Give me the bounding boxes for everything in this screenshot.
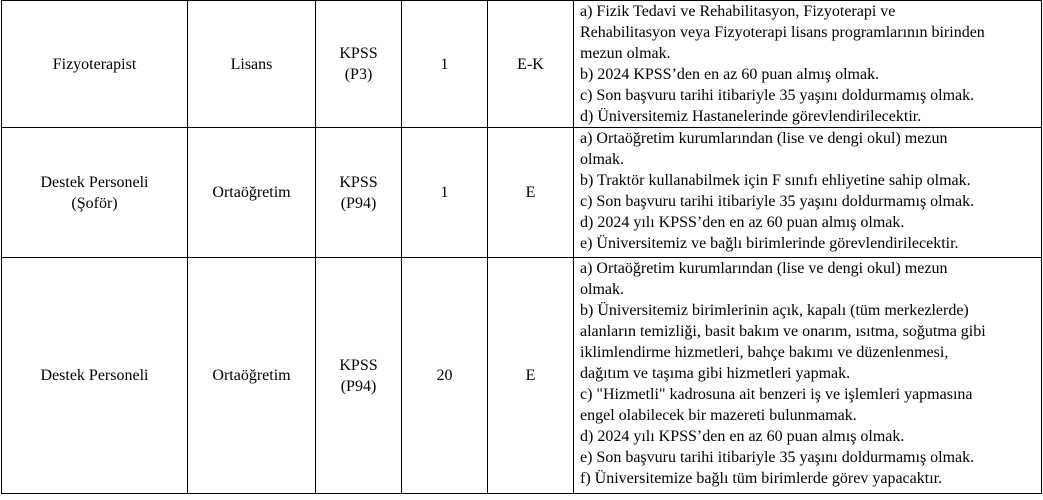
education-text: Ortaöğretim	[212, 184, 291, 201]
requirement-line: b) 2024 KPSS’den en az 60 puan almış olmak.	[580, 66, 880, 83]
gender-text: E-K	[517, 55, 544, 73]
count-cell	[402, 128, 488, 258]
education-text: Ortaöğretim	[212, 367, 291, 384]
requirement-line: b) Traktör kullanabilmek için F sınıfı ehliyetine sahip olmak.	[580, 172, 971, 189]
exam-cell	[316, 258, 402, 494]
requirement-line: e) Üniversitemiz ve bağlı birimlerinde görevlendirilecektir.	[580, 235, 959, 252]
exam-cell	[316, 128, 402, 258]
requirement-line: Rehabilitasyon veya Fizyoterapi lisans programlarının birinden	[580, 24, 985, 41]
education-text: Lisans	[230, 55, 273, 73]
requirements-cell	[574, 258, 1042, 494]
gender-cell	[488, 128, 574, 258]
requirement-line: d) 2024 yılı KPSS’den en az 60 puan almış olmak.	[580, 428, 905, 445]
count-cell	[402, 258, 488, 494]
requirements-cell	[574, 128, 1042, 258]
table-row	[2, 128, 1042, 258]
position-line: (Şoför)	[71, 194, 118, 212]
table-row	[2, 1, 1042, 128]
exam-line: KPSS	[339, 356, 378, 374]
gender-cell	[488, 1, 574, 128]
position-line: Destek Personeli	[40, 367, 149, 384]
requirements-cell	[574, 1, 1042, 128]
requirement-line: c) Son başvuru tarihi itibariyle 35 yaşını doldurmamış olmak.	[580, 87, 975, 104]
requirement-line: c) "Hizmetli" kadrosuna ait benzeri iş ve işlemleri yapmasına	[580, 386, 973, 403]
education-cell	[188, 258, 316, 494]
table-row	[2, 258, 1042, 494]
requirement-line: mezun olmak.	[580, 45, 671, 62]
count-cell	[402, 1, 488, 128]
positions-table	[1, 0, 1042, 494]
education-cell	[188, 1, 316, 128]
exam-line: (P94)	[340, 194, 377, 212]
gender-cell	[488, 258, 574, 494]
exam-line: KPSS	[339, 45, 378, 62]
gender-text: E	[525, 367, 536, 384]
requirement-line: c) Son başvuru tarihi itibariyle 35 yaşını doldurmamış olmak.	[580, 193, 975, 210]
requirement-line: e) Son başvuru tarihi itibariyle 35 yaşını doldurmamış olmak.	[580, 449, 975, 466]
requirement-line: b) Üniversitemiz birimlerinin açık, kapalı (tüm merkezlerde)	[580, 302, 969, 319]
count-text: 1	[440, 184, 449, 201]
gender-text: E	[525, 184, 536, 201]
requirement-line: d) 2024 yılı KPSS’den en az 60 puan almış olmak.	[580, 214, 905, 231]
position-line: Destek Personeli	[40, 173, 149, 191]
requirement-line: olmak.	[580, 281, 624, 298]
count-text: 1	[440, 55, 449, 73]
requirement-line: d) Üniversitemiz Hastanelerinde görevlendirilecektir.	[580, 108, 922, 125]
position-cell	[2, 128, 188, 258]
position-cell	[2, 258, 188, 494]
position-cell	[2, 1, 188, 128]
requirement-line: dağıtım ve taşıma gibi hizmetleri yapmak.	[580, 365, 851, 382]
exam-line: (P94)	[340, 377, 377, 395]
education-cell	[188, 128, 316, 258]
requirement-line: engel olabilecek bir mazereti bulunmamak.	[580, 407, 857, 424]
requirement-line: olmak.	[580, 151, 624, 168]
exam-cell	[316, 1, 402, 128]
requirement-line: f) Üniversitemize bağlı tüm birimlerde görev yapacaktır.	[580, 470, 943, 487]
count-text: 20	[436, 367, 453, 384]
requirement-line: a) Ortaöğretim kurumlarından (lise ve dengi okul) mezun	[580, 130, 948, 147]
requirement-line: a) Ortaöğretim kurumlarından (lise ve dengi okul) mezun	[580, 260, 948, 277]
requirement-line: iklimlendirme hizmetleri, bahçe bakımı ve düzenlenmesi,	[580, 344, 949, 361]
requirement-line: a) Fizik Tedavi ve Rehabilitasyon, Fizyoterapi ve	[580, 3, 896, 20]
position-line: Fizyoterapist	[52, 55, 137, 73]
exam-line: (P3)	[344, 66, 373, 83]
requirement-line: alanların temizliği, basit bakım ve onarım, ısıtma, soğutma gibi	[580, 323, 986, 340]
exam-line: KPSS	[339, 173, 378, 191]
